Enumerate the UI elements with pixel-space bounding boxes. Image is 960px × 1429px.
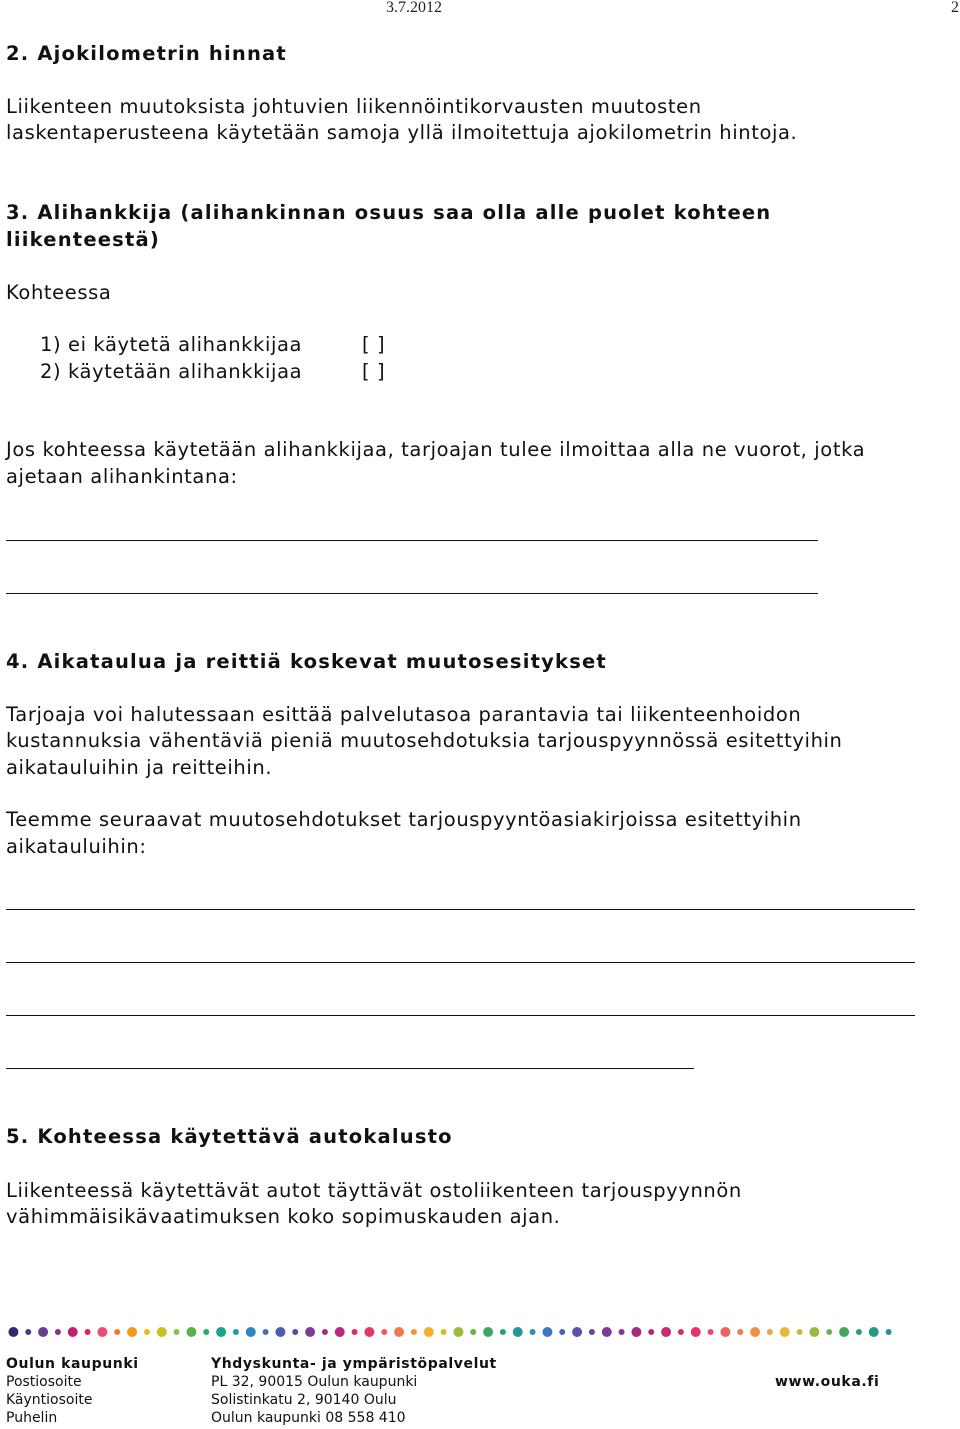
fill-in-line-subcontract-2[interactable]: [6, 593, 818, 594]
footer-dot: [797, 1329, 803, 1335]
footer-dot: [335, 1327, 345, 1337]
section-4-para2-line1: Teemme seuraavat muutosehdotukset tarjouspyyntöasiakirjoissa esitettyihin: [6, 808, 802, 831]
section-4-heading: 4. Aikataulua ja reittiä koskevat muutosesitykset: [6, 650, 607, 673]
section-5-para-line2: vähimmäisikävaatimuksen koko sopimuskauden ajan.: [6, 1205, 561, 1228]
footer-dot: [720, 1327, 730, 1337]
footer-dot: [233, 1329, 239, 1335]
footer-dot: [453, 1327, 463, 1337]
footer-postal-label: Postiosoite: [6, 1374, 82, 1390]
footer-dot: [809, 1327, 819, 1337]
footer-dot: [394, 1327, 404, 1337]
footer-dot: [767, 1329, 773, 1335]
footer-dot: [513, 1327, 523, 1337]
footer-dot: [322, 1329, 328, 1335]
footer-dot: [55, 1329, 61, 1335]
footer-dot: [97, 1327, 107, 1337]
footer-dot: [424, 1327, 434, 1337]
fill-in-line-proposal-3[interactable]: [6, 1015, 915, 1016]
footer-dot: [157, 1327, 167, 1337]
footer-dot: [216, 1327, 226, 1337]
section-4-para1-line2: kustannuksia vähentäviä pieniä muutosehdotuksia tarjouspyynnössä esitettyihin: [6, 729, 843, 752]
footer-dot: [292, 1329, 298, 1335]
footer-dot: [619, 1329, 625, 1335]
footer-dot: [174, 1329, 180, 1335]
footer-dot: [572, 1327, 582, 1337]
footer-dot: [483, 1327, 493, 1337]
section-4-para1-line1: Tarjoaja voi halutessaan esittää palvelutasoa parantavia tai liikenteenhoidon: [6, 703, 802, 726]
page-number: 2: [951, 0, 959, 16]
footer-dept: Yhdyskunta- ja ympäristöpalvelut: [211, 1356, 497, 1372]
footer-dot: [411, 1329, 417, 1335]
footer-dot: [352, 1329, 358, 1335]
footer-dot: [530, 1329, 536, 1335]
footer-dot: [856, 1329, 862, 1335]
footer-dot: [381, 1329, 387, 1335]
footer-visit-label: Käyntiosoite: [6, 1392, 93, 1408]
footer-dot: [441, 1329, 447, 1335]
footer-org: Oulun kaupunki: [6, 1356, 139, 1372]
section-3-intro: Kohteessa: [6, 281, 112, 304]
footer-dot: [869, 1327, 879, 1337]
header-date: 3.7.2012: [386, 0, 442, 16]
fill-in-line-subcontract-1[interactable]: [6, 540, 818, 541]
footer-dot: [839, 1327, 849, 1337]
footer-dot-pattern: [6, 1326, 896, 1338]
section-3-heading-line1: 3. Alihankkija (alihankinnan osuus saa olla alle puolet kohteen: [6, 201, 772, 224]
footer-dot: [263, 1329, 269, 1335]
footer-dot: [737, 1329, 743, 1335]
footer-dot: [246, 1327, 256, 1337]
footer-phone-value: Oulun kaupunki 08 558 410: [211, 1410, 406, 1426]
footer-dot: [8, 1327, 18, 1337]
fill-in-line-proposal-4[interactable]: [6, 1068, 694, 1069]
footer-dot: [85, 1329, 91, 1335]
footer-dot: [826, 1329, 832, 1335]
footer-website-link[interactable]: www.ouka.fi: [775, 1374, 880, 1390]
footer-dot: [750, 1327, 760, 1337]
footer-dot: [780, 1327, 790, 1337]
section-5-para-line1: Liikenteessä käytettävät autot täyttävät ostoliikenteen tarjouspyynnön: [6, 1179, 742, 1202]
footer-dot: [364, 1327, 374, 1337]
footer-dot: [559, 1329, 565, 1335]
footer-dot: [25, 1329, 31, 1335]
footer-dot: [68, 1327, 78, 1337]
option-2-label: 2) käytetään alihankkijaa: [40, 360, 303, 383]
section-2-para-line2: laskentaperusteena käytetään samoja yllä ilmoitettuja ajokilometrin hintoja.: [6, 121, 798, 144]
footer-dot: [886, 1329, 892, 1335]
footer-visit-value: Solistinkatu 2, 90140 Oulu: [211, 1392, 397, 1408]
footer-dot: [678, 1329, 684, 1335]
section-2-para-line1: Liikenteen muutoksista johtuvien liikennöintikorvausten muutosten: [6, 95, 702, 118]
fill-in-line-proposal-2[interactable]: [6, 962, 915, 963]
footer-dot: [661, 1327, 671, 1337]
footer-dot: [186, 1327, 196, 1337]
section-3-para-line2: ajetaan alihankintana:: [6, 465, 238, 488]
section-3-para-line1: Jos kohteessa käytetään alihankkijaa, tarjoajan tulee ilmoittaa alla ne vuorot, jotka: [6, 438, 866, 461]
footer-dot: [542, 1327, 552, 1337]
footer-dot: [127, 1327, 137, 1337]
footer-dot: [203, 1329, 209, 1335]
footer-phone-label: Puhelin: [6, 1410, 58, 1426]
section-4-para1-line3: aikatauluihin ja reitteihin.: [6, 756, 273, 779]
footer-postal-value: PL 32, 90015 Oulun kaupunki: [211, 1374, 418, 1390]
footer-dot: [589, 1329, 595, 1335]
footer-dot: [114, 1329, 120, 1335]
footer-dot: [691, 1327, 701, 1337]
footer-dot: [631, 1327, 641, 1337]
footer-dot: [500, 1329, 506, 1335]
section-4-para2-line2: aikatauluihin:: [6, 835, 147, 858]
footer-dot: [470, 1329, 476, 1335]
option-1-checkbox[interactable]: [ ]: [362, 333, 386, 356]
footer-dot: [602, 1327, 612, 1337]
footer-dot: [38, 1327, 48, 1337]
section-5-heading: 5. Kohteessa käytettävä autokalusto: [6, 1125, 453, 1148]
footer-dot: [708, 1329, 714, 1335]
section-2-heading: 2. Ajokilometrin hinnat: [6, 42, 287, 65]
footer-dot: [648, 1329, 654, 1335]
option-2-checkbox[interactable]: [ ]: [362, 360, 386, 383]
option-1-label: 1) ei käytetä alihankkijaa: [40, 333, 303, 356]
footer-dot: [305, 1327, 315, 1337]
fill-in-line-proposal-1[interactable]: [6, 909, 915, 910]
footer-dot: [144, 1329, 150, 1335]
section-3-heading-line2: liikenteestä): [6, 228, 160, 251]
footer-dot: [275, 1327, 285, 1337]
